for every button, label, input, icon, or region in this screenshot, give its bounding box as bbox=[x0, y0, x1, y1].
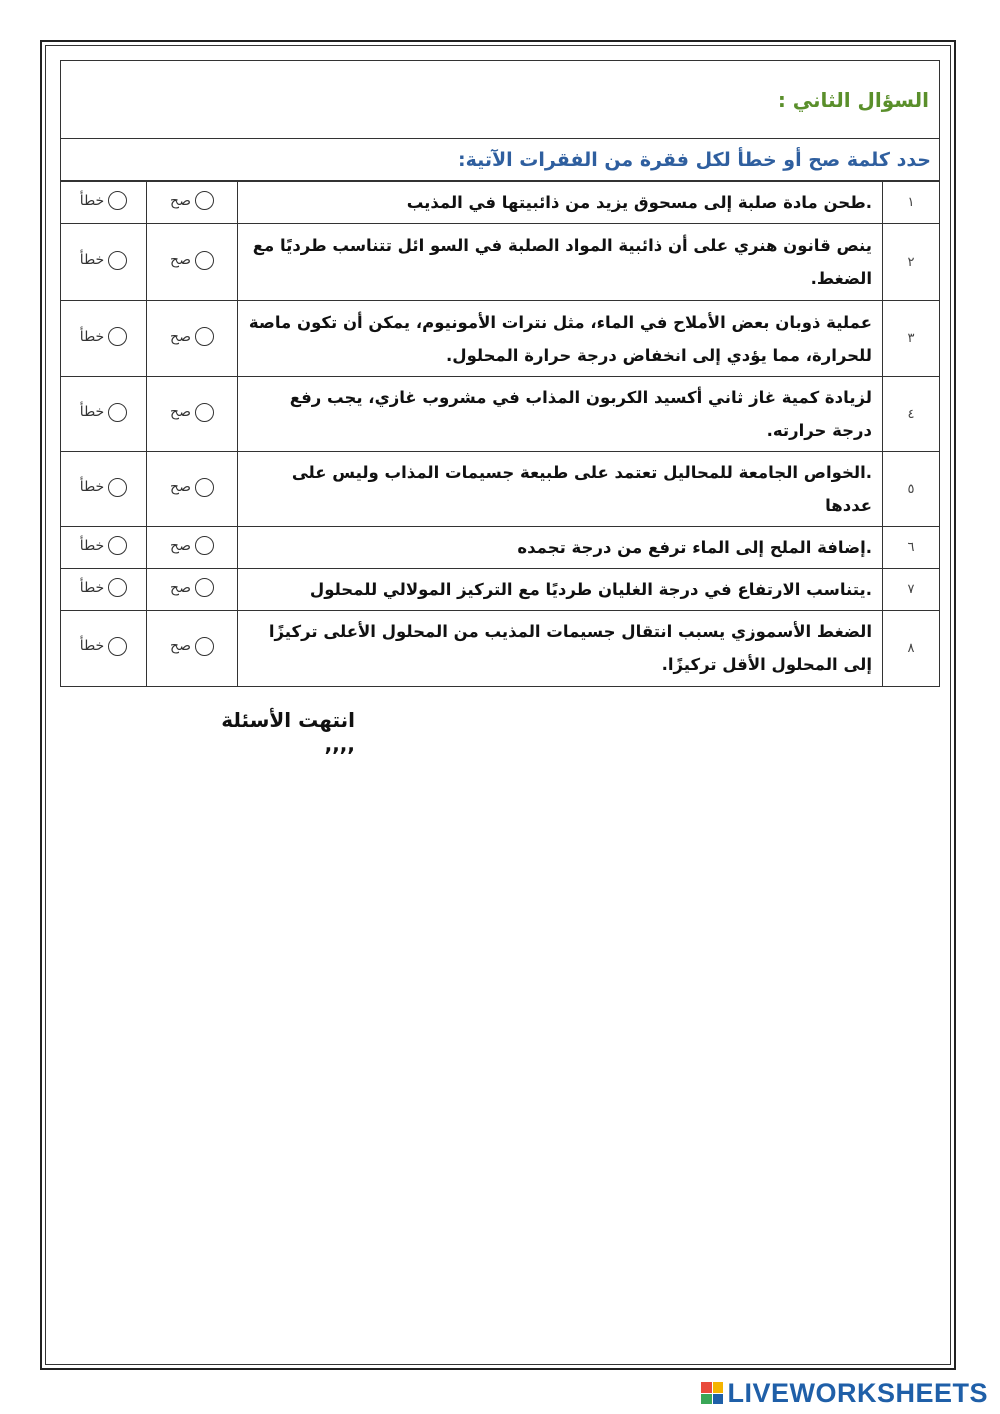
radio-circle-icon[interactable] bbox=[195, 191, 214, 210]
false-label: خطأ bbox=[79, 638, 105, 655]
table-row bbox=[61, 224, 939, 301]
radio-circle-icon[interactable] bbox=[108, 478, 127, 497]
radio-circle-icon[interactable] bbox=[195, 536, 214, 555]
false-option-cell bbox=[61, 182, 147, 224]
true-option-cell bbox=[147, 611, 238, 686]
false-option-cell bbox=[61, 527, 147, 569]
true-option[interactable] bbox=[170, 637, 214, 656]
question-box bbox=[60, 60, 940, 687]
question-title-row bbox=[61, 61, 939, 139]
instruction-row bbox=[61, 139, 939, 181]
false-label: خطأ bbox=[79, 579, 105, 596]
false-label: خطأ bbox=[79, 252, 105, 268]
true-label: صح bbox=[170, 404, 191, 420]
item-statement: .طحن مادة صلبة إلى مسحوق يزيد من ذائبيتها في المذيب bbox=[238, 182, 883, 224]
radio-circle-icon[interactable] bbox=[108, 251, 127, 270]
liveworksheets-logo bbox=[701, 1376, 988, 1410]
table-row bbox=[61, 452, 939, 527]
item-number: ٧ bbox=[883, 569, 940, 611]
true-label: صح bbox=[170, 252, 191, 268]
item-number: ١ bbox=[883, 182, 940, 224]
true-false-table bbox=[61, 181, 939, 686]
radio-circle-icon[interactable] bbox=[108, 327, 127, 346]
true-option-cell bbox=[147, 182, 238, 224]
false-label: خطأ bbox=[79, 537, 105, 554]
item-number: ٨ bbox=[883, 611, 940, 686]
false-option[interactable] bbox=[80, 403, 127, 422]
true-label: صح bbox=[170, 192, 191, 209]
radio-circle-icon[interactable] bbox=[108, 536, 127, 555]
true-label: صح bbox=[170, 537, 191, 554]
false-label: خطأ bbox=[79, 328, 105, 345]
radio-circle-icon[interactable] bbox=[195, 403, 214, 422]
true-option[interactable] bbox=[170, 191, 214, 210]
table-row bbox=[61, 569, 939, 611]
item-number: ٥ bbox=[883, 452, 940, 527]
false-option-cell bbox=[61, 377, 147, 452]
logo-grid-icon bbox=[701, 1382, 723, 1404]
true-option[interactable] bbox=[170, 478, 214, 497]
false-option[interactable] bbox=[80, 251, 127, 270]
false-option[interactable] bbox=[80, 637, 127, 656]
item-statement: .يتناسب الارتفاع في درجة الغليان طرديًا مع التركيز المولالي للمحلول bbox=[238, 569, 883, 611]
false-option[interactable] bbox=[80, 478, 127, 497]
true-option-cell bbox=[147, 452, 238, 527]
item-number: ٦ bbox=[883, 527, 940, 569]
item-statement: .إضافة الملح إلى الماء ترفع من درجة تجمده bbox=[238, 527, 883, 569]
table-row bbox=[61, 182, 939, 224]
item-number: ٢ bbox=[883, 224, 940, 301]
true-option-cell bbox=[147, 301, 238, 377]
true-option[interactable] bbox=[170, 251, 214, 270]
false-option-cell bbox=[61, 611, 147, 686]
radio-circle-icon[interactable] bbox=[195, 327, 214, 346]
false-label: خطأ bbox=[79, 479, 105, 495]
true-option-cell bbox=[147, 377, 238, 452]
false-option[interactable] bbox=[80, 536, 127, 555]
table-row bbox=[61, 377, 939, 452]
false-option-cell bbox=[61, 301, 147, 377]
item-number: ٣ bbox=[883, 301, 940, 377]
false-label: خطأ bbox=[79, 192, 105, 209]
radio-circle-icon[interactable] bbox=[108, 578, 127, 597]
false-option-cell bbox=[61, 224, 147, 301]
radio-circle-icon[interactable] bbox=[108, 403, 127, 422]
false-option-cell bbox=[61, 452, 147, 527]
brand-name: LIVEWORKSHEETS bbox=[727, 1377, 988, 1408]
item-statement: لزيادة كمية غاز ثاني أكسيد الكربون المذاب في مشروب غازي، يجب رفع درجة حرارته. bbox=[238, 377, 883, 452]
true-option-cell bbox=[147, 569, 238, 611]
false-option[interactable] bbox=[80, 327, 127, 346]
table-row bbox=[61, 301, 939, 377]
question-title: السؤال الثاني : bbox=[777, 87, 929, 112]
item-statement: الضغط الأسموزي يسبب انتقال جسيمات المذيب من المحلول الأعلى تركيزًا إلى المحلول الأقل تركيزًا. bbox=[238, 611, 883, 686]
item-statement: .الخواص الجامعة للمحاليل تعتمد على طبيعة جسيمات المذاب وليس على عددها bbox=[238, 452, 883, 527]
false-label: خطأ bbox=[79, 404, 105, 420]
true-option[interactable] bbox=[170, 403, 214, 422]
radio-circle-icon[interactable] bbox=[195, 251, 214, 270]
true-label: صح bbox=[170, 579, 191, 596]
false-option[interactable] bbox=[80, 578, 127, 597]
true-label: صح bbox=[170, 479, 191, 495]
radio-circle-icon[interactable] bbox=[108, 637, 127, 656]
end-of-questions-text: انتهت الأسئلة ,,,, bbox=[221, 708, 355, 756]
item-statement: عملية ذوبان بعض الأملاح في الماء، مثل نترات الأمونيوم، يمكن أن تكون ماصة للحرارة، مما يؤدي إلى انخفاض درجة حرارة المحلول. bbox=[238, 301, 883, 377]
true-option-cell bbox=[147, 527, 238, 569]
radio-circle-icon[interactable] bbox=[195, 578, 214, 597]
true-option-cell bbox=[147, 224, 238, 301]
radio-circle-icon[interactable] bbox=[195, 478, 214, 497]
true-option[interactable] bbox=[170, 327, 214, 346]
radio-circle-icon[interactable] bbox=[195, 637, 214, 656]
true-label: صح bbox=[170, 638, 191, 655]
radio-circle-icon[interactable] bbox=[108, 191, 127, 210]
true-option[interactable] bbox=[170, 578, 214, 597]
table-row bbox=[61, 527, 939, 569]
false-option[interactable] bbox=[80, 191, 127, 210]
false-option-cell bbox=[61, 569, 147, 611]
true-label: صح bbox=[170, 328, 191, 345]
true-option[interactable] bbox=[170, 536, 214, 555]
table-row bbox=[61, 611, 939, 686]
item-statement: ينص قانون هنري على أن ذائبية المواد الصلبة في السو ائل تتناسب طرديًا مع الضغط. bbox=[238, 224, 883, 301]
item-number: ٤ bbox=[883, 377, 940, 452]
instruction-text: حدد كلمة صح أو خطأ لكل فقرة من الفقرات الآتية: bbox=[458, 148, 931, 171]
